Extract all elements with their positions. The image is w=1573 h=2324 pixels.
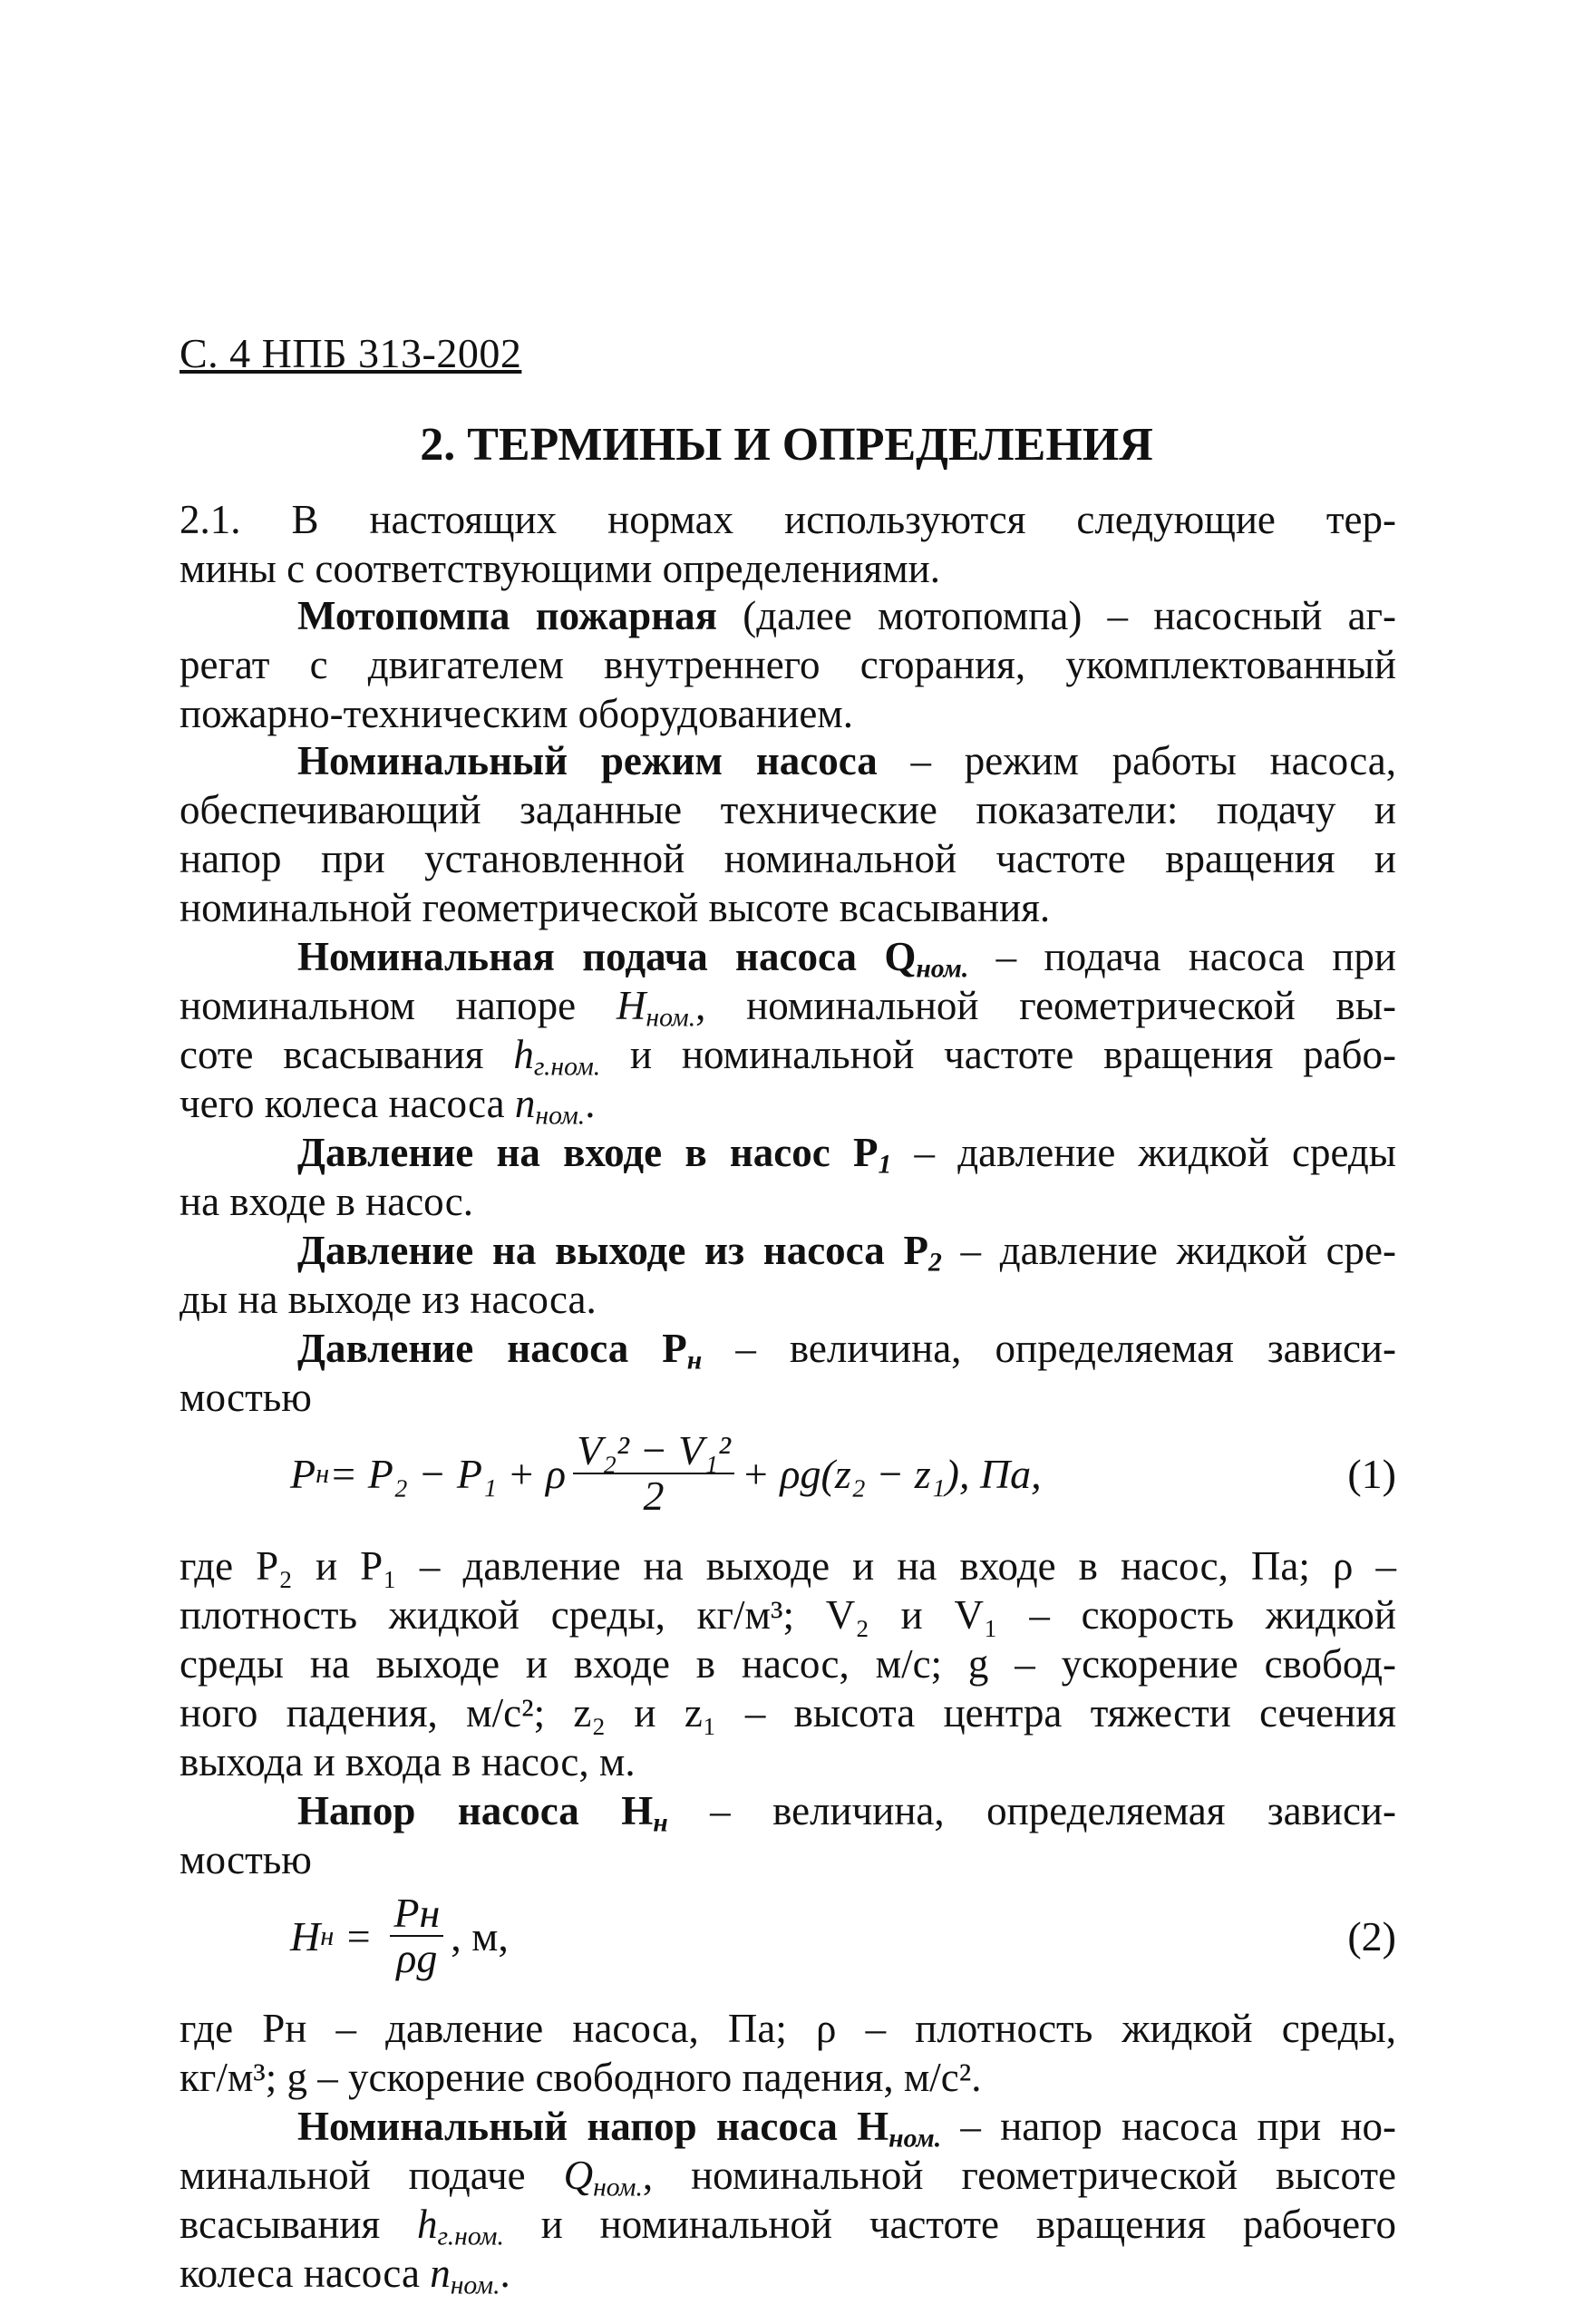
definition-motopompa-line-1: Мотопомпа пожарная (далее мотопомпа) – насосный аг-: [297, 593, 1397, 638]
where-2-line-2: кг/м³; g – ускорение свободного падения, м/с².: [180, 2055, 982, 2100]
where-1-line-2: плотность жидкой среды, кг/м³; V₂ и V₁ – скорость жидкой: [180, 1592, 1396, 1638]
definition-nominal-regime-line-3: напор при установленной номинальной частоте вращения и: [180, 836, 1396, 881]
definition-outlet-pressure-line-1: Давление на выходе из насоса $P_2$ – давление жидкой сре-: [297, 1228, 1396, 1278]
where-1-line-3: среды на выходе и входе в насос, м/с; g – ускорение свобод-: [180, 1641, 1396, 1687]
fraction-velocity: $\frac{\text{V₂² − V₁²}}{2}$: [573, 1429, 734, 1519]
where-2-line-1: где Pн – давление насоса, Па; ρ – плотность жидкой среды,: [180, 2006, 1396, 2051]
definition-nominal-regime-line-4: номинальной геометрической высоте всасывания.: [180, 885, 1051, 930]
running-head: С. 4 НПБ 313-2002: [180, 330, 522, 376]
definition-inlet-pressure-line-2: на входе в насос.: [180, 1179, 474, 1224]
section-title: 2. ТЕРМИНЫ И ОПРЕДЕЛЕНИЯ: [420, 419, 1153, 471]
definition-nominal-regime-line-2: обеспечивающий заданные технические показатели: подачу и: [180, 787, 1396, 832]
paragraph-2-1-line-1: 2.1. В настоящих нормах используются следующие тер-: [180, 497, 1396, 542]
where-1-line-5: выхода и входа в насос, м.: [180, 1739, 636, 1784]
definition-pump-head-line-1: Напор насоса $H_н$ – величина, определяемая зависи-: [297, 1788, 1396, 1838]
formula-1: P н = P₂ − P₁ + ρ $\frac{\text{V₂² − V₁²}}{2}$ + ρg(z₂ − z₁), Па, (1): [290, 1415, 1396, 1532]
fraction-head: $\frac{Pн}{\rho g}$: [390, 1891, 443, 1981]
term-nominal-flow: Номинальная подача насоса Q: [297, 934, 917, 979]
where-1-line-1: где P₂ и P₁ – давление на выходе и на входе в насос, Па; ρ –: [180, 1543, 1396, 1589]
formula-2: H н = $\frac{Pн}{\rho g}$ , м, (2): [290, 1877, 1396, 1995]
definition-motopompa-line-3: пожарно-техническим оборудованием.: [180, 691, 854, 736]
definition-pump-head-line-2: мостью: [180, 1837, 312, 1882]
definition-nominal-regime-line-1: Номинальный режим насоса – режим работы насоса,: [297, 738, 1396, 783]
term-pump-head: Напор насоса H: [297, 1788, 654, 1833]
term-motopompa: Мотопомпа пожарная: [297, 593, 717, 638]
definition-nominal-flow-line-2: номинальном напоре $H_{ном.}$, номинальной геометрической вы-: [180, 983, 1396, 1033]
paragraph-2-1-line-2: мины с соответствующими определениями.: [180, 546, 941, 591]
term-outlet-pressure: Давление на выходе из насоса P: [297, 1228, 928, 1273]
term-nominal-regime: Номинальный режим насоса: [297, 738, 878, 783]
definition-nominal-head-line-3: всасывания $h_{г.ном.}$ и номинальной частоте вращения рабочего: [180, 2202, 1396, 2251]
formula-1-number: (1): [1347, 1450, 1396, 1497]
definition-pump-pressure-line-2: мостью: [180, 1375, 312, 1420]
definition-motopompa-line-2: регат с двигателем внутреннего сгорания, укомплектованный: [180, 642, 1396, 687]
term-inlet-pressure: Давление на входе в насос P: [297, 1130, 879, 1175]
term-nominal-head: Номинальный напор насоса H: [297, 2104, 889, 2149]
definition-inlet-pressure-line-1: Давление на входе в насос $P_1$ – давление жидкой среды: [297, 1130, 1396, 1180]
definition-outlet-pressure-line-2: ды на выходе из насоса.: [180, 1277, 597, 1322]
definition-nominal-flow-line-1: Номинальная подача насоса $Q_{ном.}$ – подача насоса при: [297, 934, 1396, 984]
definition-nominal-head-line-1: Номинальный напор насоса $H_{ном.}$ – напор насоса при но-: [297, 2104, 1397, 2154]
definition-nominal-head-line-2: минальной подаче $Q_{ном.}$, номинальной геометрической высоте: [180, 2153, 1397, 2202]
definition-nominal-flow-line-4: чего колеса насоса $n_{ном.}$.: [180, 1081, 596, 1131]
formula-2-number: (2): [1347, 1912, 1396, 1959]
definition-pump-pressure-line-1: Давление насоса $P_н$ – величина, определяемая зависи-: [297, 1326, 1396, 1376]
definition-nominal-flow-line-3: соте всасывания $h_{г.ном.}$ и номинальной частоте вращения рабо-: [180, 1032, 1396, 1082]
where-1-line-4: ного падения, м/с²; z₂ и z₁ – высота центра тяжести сечения: [180, 1690, 1396, 1736]
definition-nominal-head-line-4: колеса насоса $n_{ном.}$.: [180, 2251, 510, 2300]
term-pump-pressure: Давление насоса P: [297, 1326, 687, 1371]
